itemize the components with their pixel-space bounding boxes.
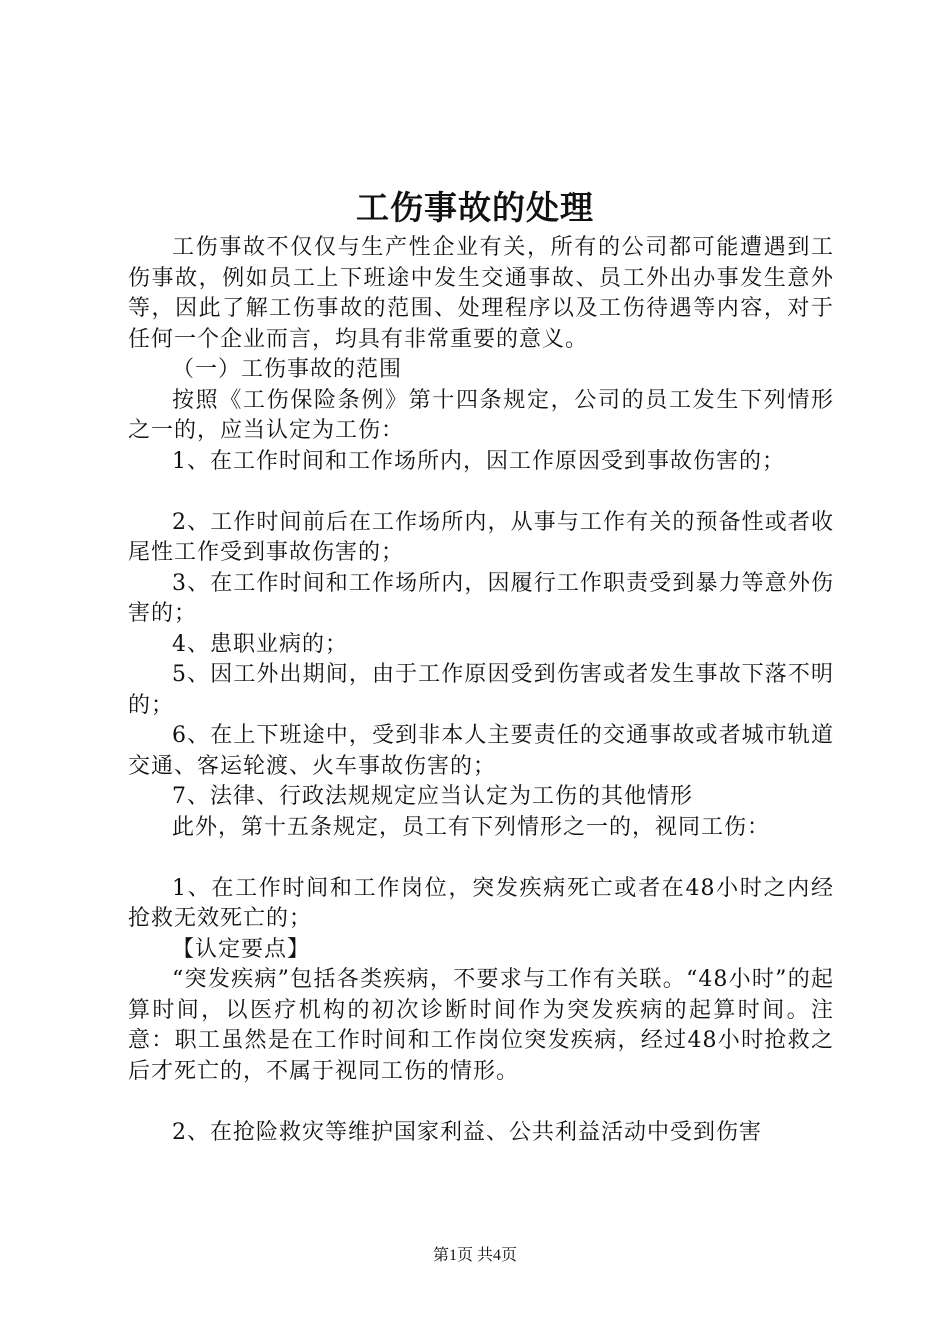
page-footer: 第1页 共4页 [432, 1247, 517, 1264]
list-item: 3、在工作时间和工作场所内，因履行工作职责受到暴力等意外伤害的； [128, 570, 834, 626]
article-14-paragraph: 按照《工伤保险条例》第十四条规定，公司的员工发生下列情形之一的，应当认定为工伤： [128, 387, 834, 443]
key-points-paragraph: “突发疾病”包括各类疾病，不要求与工作有关联。“48小时”的起算时间，以医疗机构的初次诊断时间作为突发疾病的起算时间。注意：职工虽然是在工作时间和工作岗位突发疾病，经过48小时抢救之后才死亡的，不属于视同工伤的情形。 [128, 967, 834, 1084]
list-item: 1、在工作时间和工作场所内，因工作原因受到事故伤害的； [172, 448, 785, 474]
section-heading: （一）工伤事故的范围 [172, 357, 403, 382]
key-points-heading: 【认定要点】 [172, 936, 311, 962]
paragraph-spacer [128, 1087, 834, 1118]
list-item: 5、因工外出期间，由于工作原因受到伤害或者发生事故下落不明的； [128, 662, 834, 718]
document-title: 工伤事故的处理 [356, 188, 594, 227]
paragraph-spacer [128, 477, 834, 508]
list-item: 4、患职业病的； [172, 631, 348, 657]
list-item: 7、法律、行政法规规定应当认定为工伤的其他情形 [172, 784, 693, 809]
paragraph-spacer [128, 843, 834, 874]
list-item: 1、在工作时间和工作岗位，突发疾病死亡或者在48小时之内经抢救无效死亡的； [128, 875, 834, 931]
document-body [128, 233, 834, 1148]
list-item: 2、工作时间前后在工作场所内，从事与工作有关的预备性或者收尾性工作受到事故伤害的； [128, 509, 834, 565]
intro-paragraph: 工伤事故不仅仅与生产性企业有关，所有的公司都可能遭遇到工伤事故，例如员工上下班途中发生交通事故、员工外出办事发生意外等，因此了解工伤事故的范围、处理程序以及工伤待遇等内容，对于任何一个企业而言，均具有非常重要的意义。 [128, 235, 834, 352]
list-item: 2、在抢险救灾等维护国家利益、公共利益活动中受到伤害 [172, 1119, 762, 1145]
list-item: 6、在上下班途中，受到非本人主要责任的交通事故或者城市轨道交通、客运轮渡、火车事故伤害的； [128, 723, 834, 779]
article-15-paragraph: 此外，第十五条规定，员工有下列情形之一的，视同工伤： [172, 814, 771, 840]
